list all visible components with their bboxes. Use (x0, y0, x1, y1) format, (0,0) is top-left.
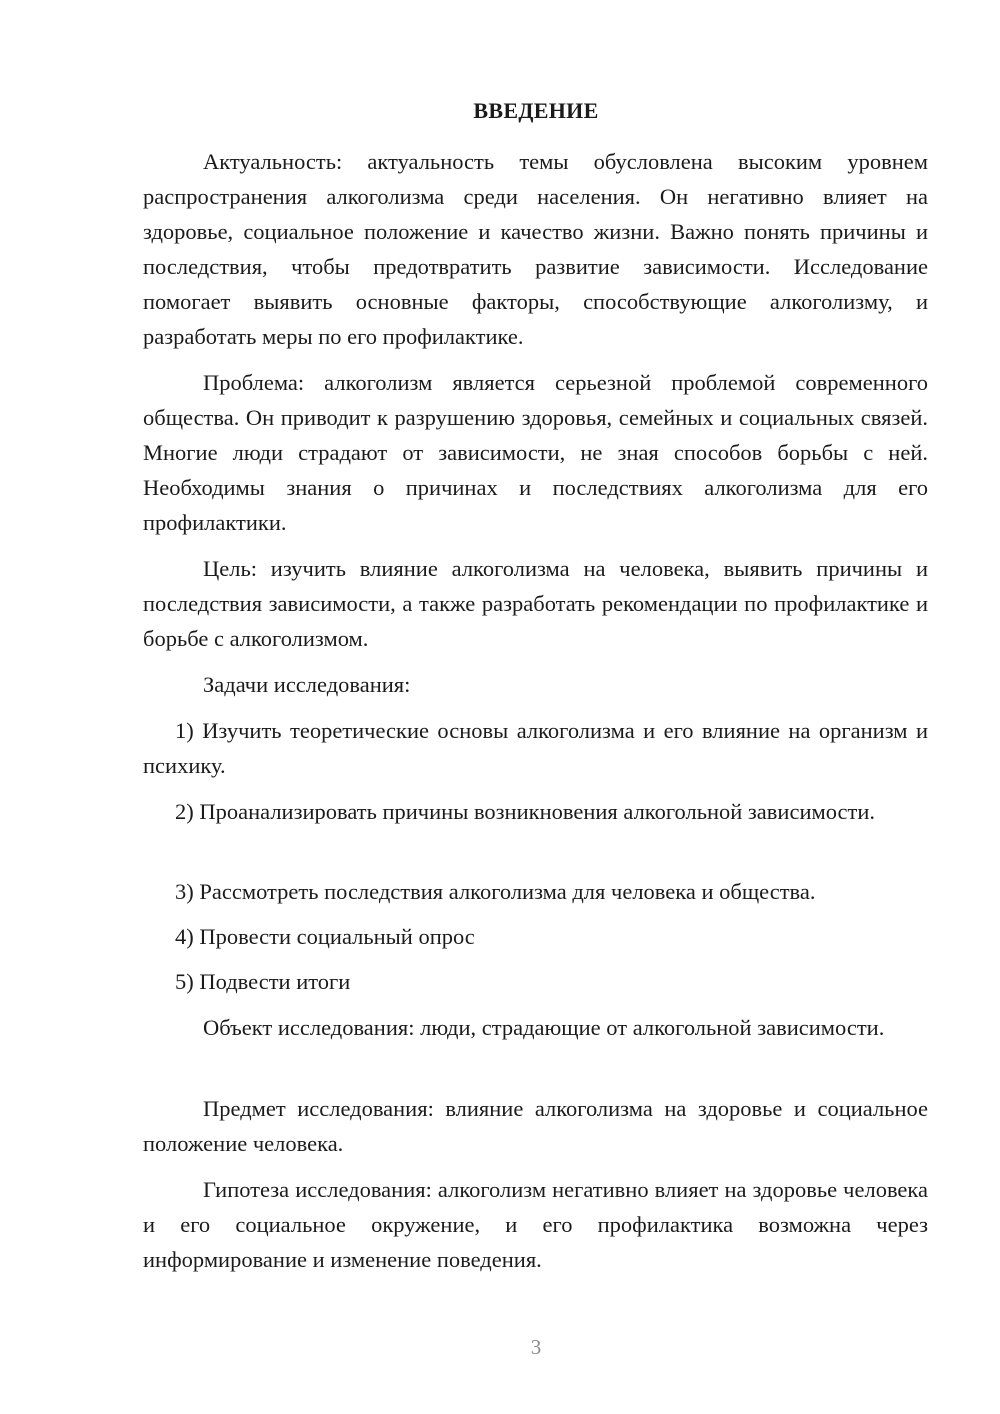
task-item-4: 4) Провести социальный опрос (175, 924, 475, 949)
task-item-3: 3) Рассмотреть последствия алкоголизма для человека и общества. (175, 879, 816, 904)
task-item-1: 1) Изучить теоретические основы алкоголизма и его влияние на организм и психику. (143, 718, 928, 778)
goal-paragraph: Цель: изучить влияние алкоголизма на человека, выявить причины и последствия зависимости, а также разработать рекомендации по профилактике и борьбе с алкоголизмом. (143, 556, 928, 651)
subject-paragraph: Предмет исследования: влияние алкоголизма на здоровье и социальное положение человека. (143, 1096, 928, 1156)
task-item-5: 5) Подвести итоги (175, 969, 351, 994)
page-title: ВВЕДЕНИЕ (473, 98, 599, 123)
problem-paragraph: Проблема: алкоголизм является серьезной проблемой современного общества. Он приводит к разрушению здоровья, семейных и социальных связей. Многие люди страдают от зависимости, не зная способов борьбы с ней. Необходимы знания о причинах и последствиях алкоголизма для его профилактики. (143, 370, 928, 535)
object-paragraph: Объект исследования: люди, страдающие от алкогольной зависимости. (203, 1015, 885, 1040)
page-number: 3 (530, 1335, 542, 1359)
hypothesis-paragraph: Гипотеза исследования: алкоголизм негативно влияет на здоровье человека и его социальное окружение, и его профилактика возможна через информирование и изменение поведения. (143, 1177, 928, 1272)
task-item-2: 2) Проанализировать причины возникновения алкогольной зависимости. (175, 799, 876, 824)
tasks-heading: Задачи исследования: (203, 672, 411, 697)
relevance-paragraph: Актуальность: актуальность темы обусловлена высоким уровнем распространения алкоголизма среди населения. Он негативно влияет на здоровье, социальное положение и качество жизни. Важно понять причины и последствия, чтобы предотвратить развитие зависимости. Исследование помогает выявить основные факторы, способствующие алкоголизму, и разработать меры по его профилактике. (143, 149, 928, 349)
